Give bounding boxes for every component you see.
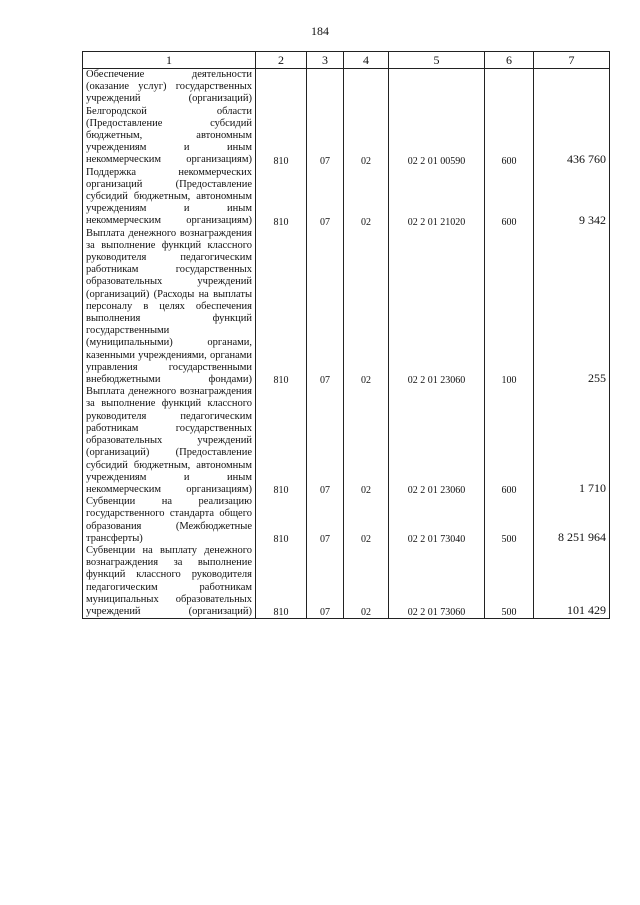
- row-name: Выплата денежного вознаграждения за выполнение функций классного руководителя педагогическим работникам государственных образовательных учреждений (организаций) (Расходы на выплаты персоналу в целях обеспечения выполнения функций государственными (муниципальными) органами, казенными учреждениями, органами управления государственными внебюджетными фондами): [83, 228, 256, 387]
- row-name: Обеспечение деятельности (оказание услуг) государственных учреждений (организаций) Белгородской области (Предоставление субсидий бюджетным, автономным учреждениям и иным некоммерческим организациям): [83, 69, 256, 167]
- row-target-article: 02 2 01 21020: [389, 167, 485, 228]
- table-row: [83, 496, 610, 545]
- row-razdel: 07: [307, 69, 344, 167]
- row-podrazdel: 02: [344, 228, 389, 387]
- row-target-article: 02 2 01 73060: [389, 545, 485, 619]
- row-target-article: 02 2 01 00590: [389, 69, 485, 167]
- header-row: [83, 52, 610, 69]
- row-target-article: 02 2 01 73040: [389, 496, 485, 545]
- row-expense-type: 600: [485, 386, 534, 496]
- row-amount: 9 342: [534, 167, 610, 228]
- table-row: [83, 386, 610, 496]
- row-glava: 810: [256, 545, 307, 619]
- row-target-article: 02 2 01 23060: [389, 228, 485, 387]
- row-glava: 810: [256, 386, 307, 496]
- row-target-article: 02 2 01 23060: [389, 386, 485, 496]
- row-expense-type: 100: [485, 228, 534, 387]
- column-header-2: 2: [256, 52, 307, 69]
- row-glava: 810: [256, 167, 307, 228]
- row-name: Поддержка некоммерческих организаций (Предоставление субсидий бюджетным, автономным учреждениям и иным некоммерческим организациям): [83, 167, 256, 228]
- row-amount: 436 760: [534, 69, 610, 167]
- row-podrazdel: 02: [344, 545, 389, 619]
- row-razdel: 07: [307, 386, 344, 496]
- table-row: [83, 167, 610, 228]
- row-glava: 810: [256, 228, 307, 387]
- row-amount: 1 710: [534, 386, 610, 496]
- row-expense-type: 500: [485, 496, 534, 545]
- row-glava: 810: [256, 496, 307, 545]
- row-name: Выплата денежного вознаграждения за выполнение функций классного руководителя педагогическим работникам государственных образовательных учреждений (организаций) (Предоставление субсидий бюджетным, автономным учреждениям и иным некоммерческим организациям): [83, 386, 256, 496]
- row-amount: 101 429: [534, 545, 610, 619]
- row-podrazdel: 02: [344, 496, 389, 545]
- row-name: Субвенции на выплату денежного вознаграждения за выполнение функций классного руководителя педагогическим работникам муниципальных образовательных учреждений (организаций): [83, 545, 256, 619]
- table-row: [83, 69, 610, 167]
- row-razdel: 07: [307, 228, 344, 387]
- budget-table: [82, 51, 610, 619]
- row-razdel: 07: [307, 496, 344, 545]
- row-expense-type: 500: [485, 545, 534, 619]
- row-expense-type: 600: [485, 69, 534, 167]
- row-podrazdel: 02: [344, 386, 389, 496]
- column-header-4: 4: [344, 52, 389, 69]
- row-expense-type: 600: [485, 167, 534, 228]
- row-razdel: 07: [307, 167, 344, 228]
- column-header-6: 6: [485, 52, 534, 69]
- row-glava: 810: [256, 69, 307, 167]
- column-header-7: 7: [534, 52, 610, 69]
- column-header-3: 3: [307, 52, 344, 69]
- row-amount: 8 251 964: [534, 496, 610, 545]
- row-amount: 255: [534, 228, 610, 387]
- row-podrazdel: 02: [344, 167, 389, 228]
- table-row: [83, 545, 610, 619]
- row-razdel: 07: [307, 545, 344, 619]
- table-row: [83, 228, 610, 387]
- row-podrazdel: 02: [344, 69, 389, 167]
- column-header-1: 1: [83, 52, 256, 69]
- page-number: 184: [311, 24, 329, 38]
- row-name: Субвенции на реализацию государственного стандарта общего образования (Межбюджетные трансферты): [83, 496, 256, 545]
- column-header-5: 5: [389, 52, 485, 69]
